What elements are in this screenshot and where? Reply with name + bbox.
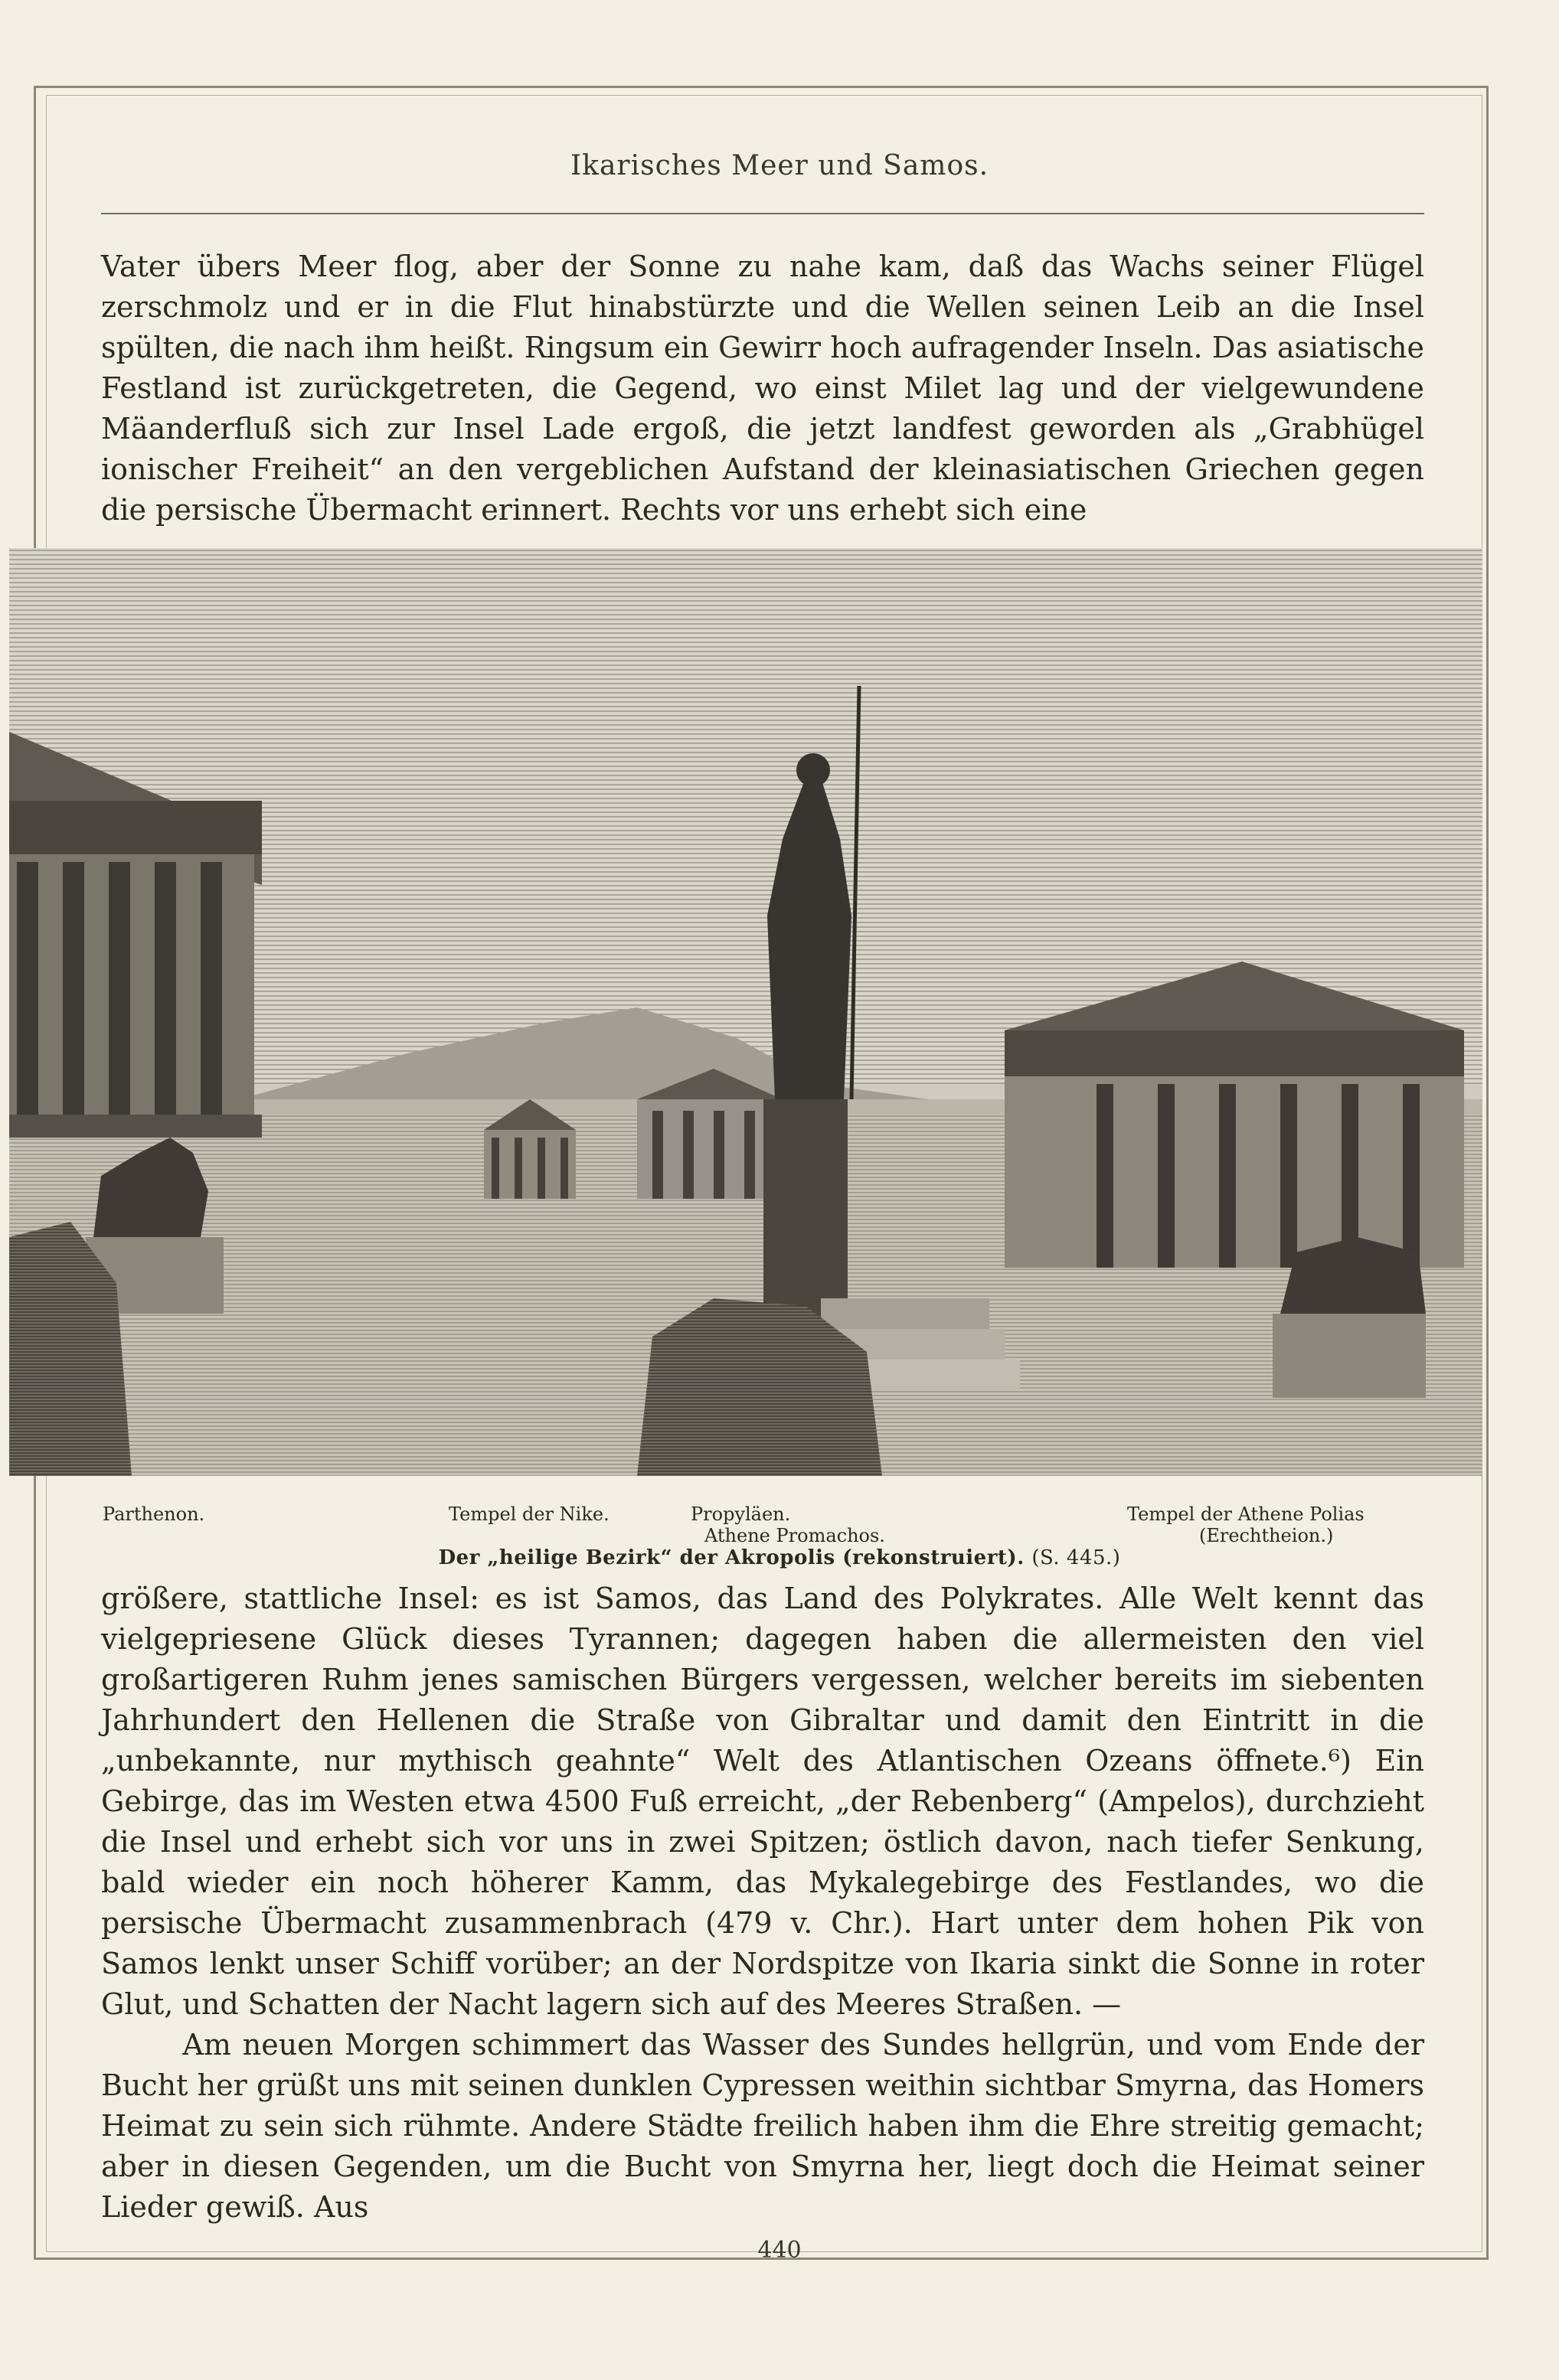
top-text-block [101, 246, 1424, 531]
paragraph: Vater übers Meer flog, aber der Sonne zu nahe kam, daß das Wachs seiner Flügel zerschmolz und er in die Flut hinabstürzte und die Wellen seinen Leib an die Insel spülten, die nach ihm heißt. Ringsum ein Gewirr hoch aufragender Inseln. Das asiatische Festland ist zurückgetreten, die Gegend, wo einst Milet lag und der vielgewundene Mäanderfluß sich zur Insel Lade ergoß, die jetzt landfest geworden als „Grabhügel ionischer Freiheit“ an den vergeblichen Aufstand der kleinasiatischen Griechen gegen die persische Übermacht erinnert. Rechts vor uns erhebt sich eine [101, 250, 1424, 527]
caption-title: Der „heilige Bezirk“ der Akropolis (rekonstruiert). [438, 1546, 1025, 1569]
figure-caption [0, 1546, 1559, 1569]
label-parthenon: Parthenon. [103, 1503, 205, 1525]
label-athena-promachos: Athene Promachos. [704, 1525, 885, 1546]
paragraph: größere, stattliche Insel: es ist Samos, das Land des Polykrates. Alle Welt kennt das vielgepriesene Glück dieses Tyrannen; dagegen haben die allermeisten den viel großartigeren Ruhm jenes samischen Bürgers vergessen, welcher bereits im siebenten Jahrhundert den Hellenen die Straße von Gibraltar und damit den Eintritt in die „unbekannte, nur mythisch geahnte“ Welt des Atlantischen Ozeans öffnete.⁶) Ein Gebirge, das im Westen etwa 4500 Fuß erreicht, „der Rebenberg“ (Ampelos), durchzieht die Insel und erhebt sich vor uns in zwei Spitzen; östlich davon, nach tiefer Senkung, bald wieder ein noch höherer Kamm, das Mykalegebirge des Festlandes, wo die persische Übermacht zusammenbrach (479 v. Chr.). Hart unter dem hohen Pik von Samos lenkt unser Schiff vorüber; an der Nordspitze von Ikaria sinkt die Sonne in roter Glut, und Schatten der Nacht lagern sich auf des Meeres Straßen. — [101, 1582, 1424, 2021]
bull-statue [1273, 1237, 1426, 1398]
label-erechtheion: (Erechtheion.) [1199, 1525, 1334, 1546]
label-propylaea: Propyläen. [691, 1503, 791, 1525]
bottom-text-block [101, 1579, 1424, 2228]
paragraph: Am neuen Morgen schimmert das Wasser des Sundes hellgrün, und vom Ende der Bucht her grüßt uns mit seinen dunklen Cypressen weithin sichtbar Smyrna, das Homers Heimat zu sein sich rühmte. Andere Städte freilich haben ihm die Ehre streitig gemacht; aber in diesen Gegenden, um die Bucht von Smyrna her, liegt doch die Heimat seiner Lieder gewiß. Aus [101, 2028, 1424, 2224]
page-number: 440 [757, 2237, 802, 2264]
acropolis-engraving [9, 548, 1482, 1476]
header-rule [101, 213, 1424, 214]
caption-reference: (S. 445.) [1031, 1546, 1121, 1569]
running-header: Ikarisches Meer und Samos. [570, 150, 989, 181]
label-polias-temple: Tempel der Athene Polias [1127, 1503, 1365, 1525]
label-nike-temple: Tempel der Nike. [449, 1503, 610, 1525]
